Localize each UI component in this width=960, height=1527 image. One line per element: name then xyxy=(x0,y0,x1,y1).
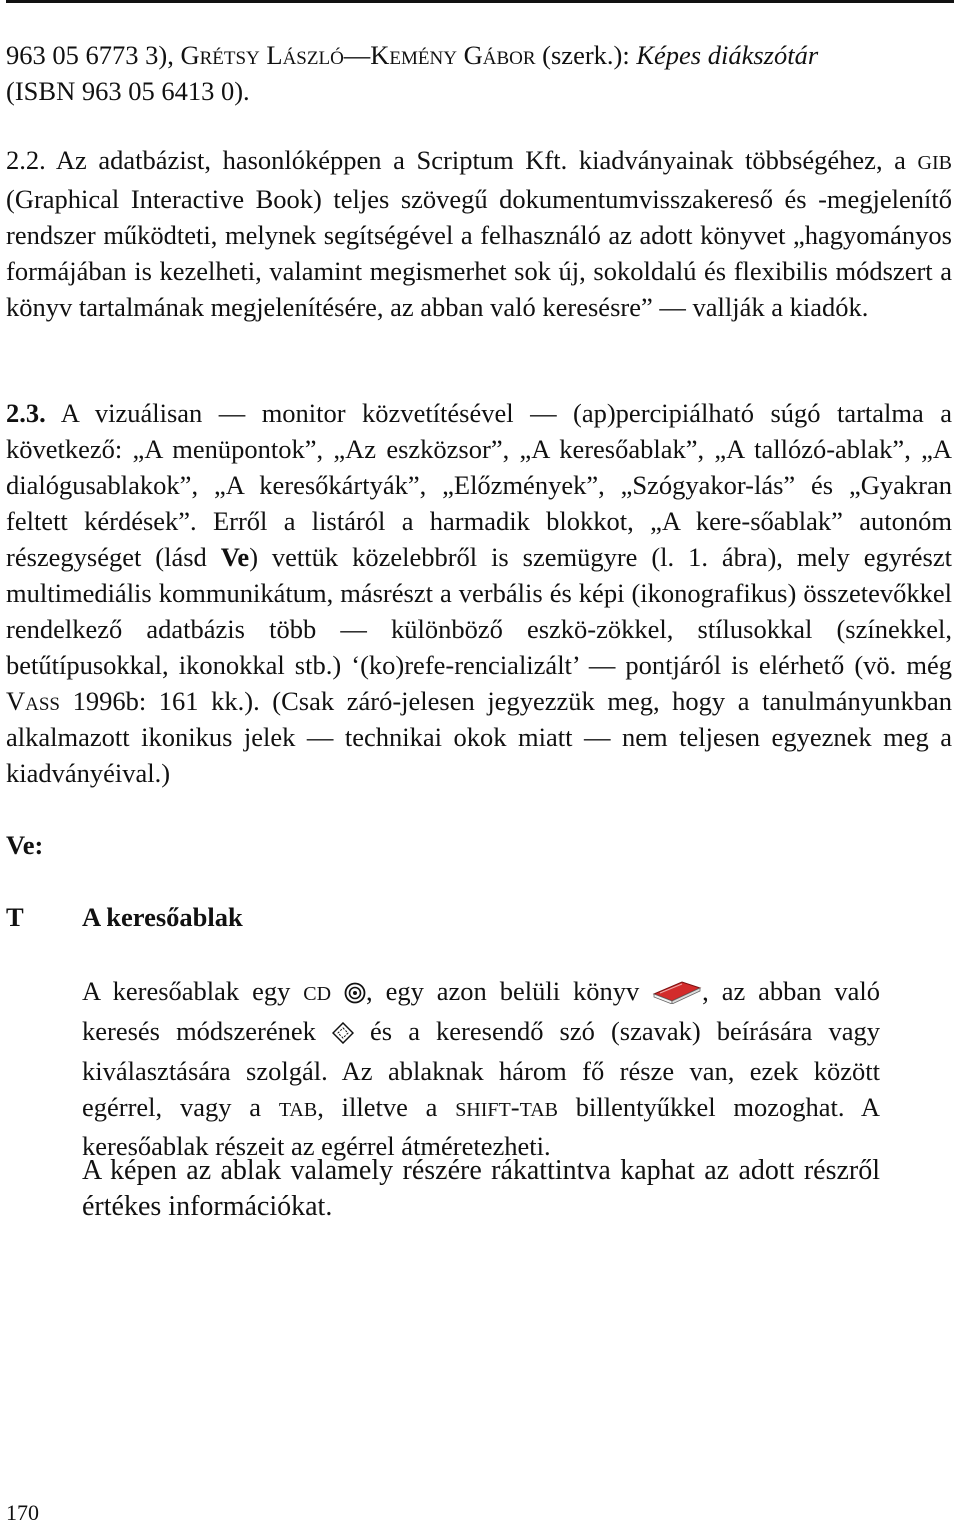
top-rule xyxy=(6,0,954,3)
biblio-lead: 963 05 6773 3), xyxy=(6,40,181,70)
paragraph-text: ) vettük közelebbről is szemügyre (l. 1. ábra), mely egyrészt multimediális kommunikátum, másrészt a verbális és képi (ikonografikus) összetevőkkel rendelkező adatbázis több — különböző eszkö-zökkel, stílusokkal (színekkel, betűtípusokkal, ikonokkal stb.) ‘(ko)refe-rencializált’ — pontjáról is elérhető (vö. még xyxy=(6,542,952,680)
ve-label: Ve: xyxy=(6,830,44,860)
paragraph-text: , egy azon belüli könyv xyxy=(366,976,653,1006)
paragraph-text: A keresőablak egy xyxy=(82,976,304,1006)
book-title: Képes diákszótár xyxy=(636,40,819,70)
paragraph-text: és a keresendő szó (szavak) beírására vagy kiválasztására szolgál. Az ablaknak három fő része van, ezek között egérrel, vagy a xyxy=(82,1016,880,1122)
entry-letter: T xyxy=(6,902,24,932)
isbn-note: (ISBN 963 05 6413 0). xyxy=(6,76,250,106)
paragraph-text: , az abban való keresés módszerének xyxy=(82,976,881,1046)
keresoablak-description xyxy=(82,973,880,1164)
cd-abbrev: CD xyxy=(303,983,332,1005)
paragraph-text: , illetve a xyxy=(317,1092,456,1122)
key-name: TAB xyxy=(519,1099,558,1121)
paragraph-text: Az adatbázist, hasonlóképpen a Scriptum Kft. kiadványainak többségéhez, a xyxy=(55,145,918,175)
author-name: Kemény Gábor xyxy=(370,40,536,70)
editor-note: (szerk.): xyxy=(535,40,637,70)
dash: — xyxy=(343,40,371,70)
book-icon xyxy=(652,974,702,1013)
section-2-2-paragraph xyxy=(6,142,952,325)
cd-disc-icon xyxy=(344,977,366,1013)
paragraph-text: billentyűkkel mozoghat. A keresőablak részeit az egérrel átméretezheti. xyxy=(82,1092,880,1161)
section-number: 2.2. xyxy=(6,145,56,175)
page-number: 170 xyxy=(6,1500,39,1525)
author-name: Vass xyxy=(6,686,60,716)
ve-reference: Ve xyxy=(220,542,250,572)
paragraph-text: 1996b: 161 kk.). (Csak záró-jelesen jegyezzük meg, hogy a tanulmányunkban alkalmazott ikonikus jelek — technikai okok miatt — nem teljesen egyeznek meg a kiadványéival.) xyxy=(6,686,952,788)
key-name: SHIFT xyxy=(455,1099,511,1121)
kepen-paragraph: A képen az ablak valamely részére rákattintva kaphat az adott részről értékes információkat. xyxy=(82,1155,880,1222)
paragraph-text: (Graphical Interactive Book) teljes szövegű dokumentumvisszakereső és -megjelenítő rendszer működteti, melynek segítségével a felhasználó az adott könyvet „hagyományos formájában is kezelheti, valamint megismerhet sok új, sokoldalú és flexibilis módszert a könyv tartalmának megjelenítésére, az abban való keresésre” — vallják a kiadók. xyxy=(6,184,952,322)
diamond-method-icon xyxy=(332,1017,354,1053)
bibliography-paragraph xyxy=(6,37,952,109)
gib-abbrev: GIB xyxy=(917,152,952,174)
paragraph-text: A vizuálisan — monitor közvetítésével — (ap)percipiálható súgó tartalma a következő: „A menüpontok”, „Az eszközsor”, „A keresőablak”, „A tallózó-ablak”, „A dialógusablakok”, „A keresőkártyák”, „Előzmények”, „Szógyakor-lás” és „Gyakran feltett kérdések”. Erről a listáról a harmadik blokkot, „A kere-sőablak” autonóm részegységet (lásd xyxy=(6,398,952,572)
section-2-3-paragraph xyxy=(6,395,952,791)
section-number: 2.3. xyxy=(6,398,46,428)
entry-title: A keresőablak xyxy=(82,902,243,932)
paragraph-text: - xyxy=(510,1092,520,1122)
key-name: TAB xyxy=(278,1099,318,1121)
author-name: Grétsy László xyxy=(180,40,344,70)
